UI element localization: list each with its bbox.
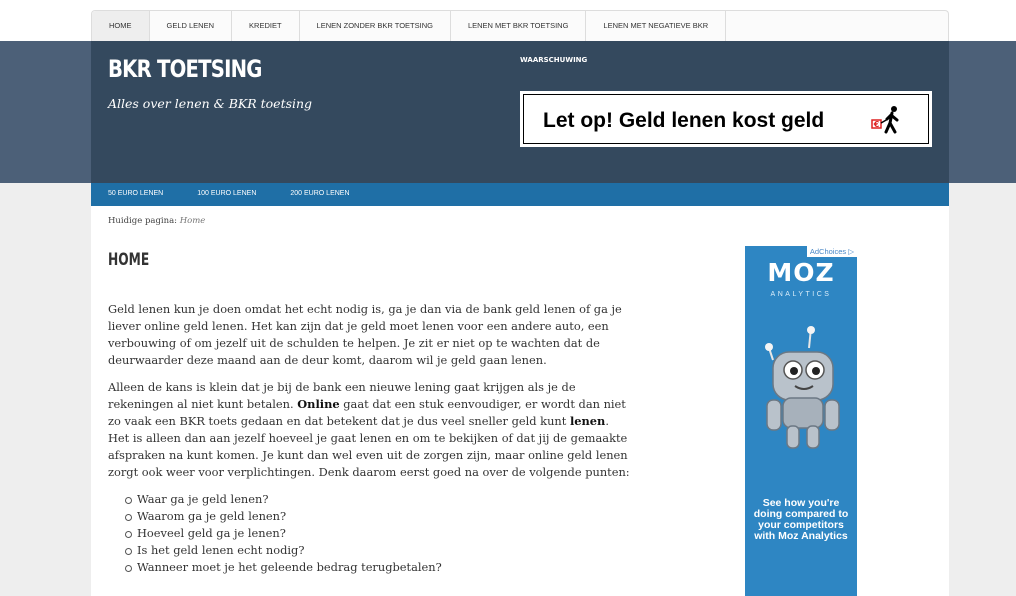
list-item: Is het geld lenen echt nodig? [123,542,633,559]
site-title[interactable]: BKR TOETSING [108,55,262,83]
article-body [108,301,633,576]
paragraph-intro: Geld lenen kun je doen omdat het echt nodig is, ga je dan via de bank geld lenen of ga je liever online geld lenen. Het kan zijn dat je geld moet lenen voor een andere auto, een verbouwing of om jezelf uit de schulden te helpen. Je zit er niet op te wachten dat de deurwaarder deze maand aan de deur komt, daarom wil je geld gaan lenen. [108,302,622,367]
subnav-item-200-euro[interactable]: 200 EURO LENEN [290,190,350,197]
list-item: Wanneer moet je het geleende bedrag terugbetalen? [123,559,633,576]
site-header [91,41,949,183]
widget-title: WAARSCHUWING [520,56,588,64]
moz-logo: MOZ [767,258,835,287]
questions-list [123,491,633,576]
robot-mascot-icon [759,326,847,456]
nav-item-home[interactable]: HOME [92,11,150,41]
nav-item-krediet[interactable]: KREDIET [232,11,300,41]
adchoices-label: AdChoices [809,247,847,256]
breadcrumb [108,216,205,226]
bold-online: Online [297,397,340,411]
moz-advertisement[interactable] [745,246,857,596]
page-title: HOME [108,250,150,270]
nav-item-lenen-negatieve-bkr[interactable]: LENEN MET NEGATIEVE BKR [586,11,726,41]
text-segment: Alleen de kans is klein dat je bij de bank een nieuwe lening gaat krijgen als je de rekeningen al niet kunt betalen. [108,380,576,411]
paragraph-online [108,379,633,481]
warning-text: Let op! Geld lenen kost geld [543,109,825,132]
content-area [91,206,949,596]
text-segment: gaat dat een stuk eenvoudiger, er wordt dan niet zo vaak een BKR toets gedaan en dat betekent dat je dus veel sneller geld kunt [108,397,626,428]
list-item: Waarom ga je geld lenen? [123,508,633,525]
adchoices-link[interactable]: AdChoices ▷ [807,246,857,257]
moz-logo-subtitle: ANALYTICS [770,291,832,298]
breadcrumb-prefix: Huidige pagina: [108,216,180,226]
subnav-item-50-euro[interactable]: 50 EURO LENEN [108,190,164,197]
svg-text:€: € [873,120,880,129]
top-navigation [91,10,949,41]
ad-copy: See how you're doing compared to your competitors with Moz Analytics [753,497,849,542]
nav-item-geld-lenen[interactable]: GELD LENEN [150,11,233,41]
nav-item-lenen-met-bkr[interactable]: LENEN MET BKR TOETSING [451,11,586,41]
subnav-item-100-euro[interactable]: 100 EURO LENEN [197,190,257,197]
text-segment: . Het is alleen dan aan jezelf hoeveel je gaat lenen en om te bekijken of dat jij de gemaakte afspraken na kunt komen. Je kunt dan wel even uit de zorgen zijn, maar online geld lenen zorgt ook weer voor verplichtingen. Denk daarom eerst goed na over de volgende punten: [108,414,630,479]
list-item: Hoeveel geld ga je lenen? [123,525,633,542]
warning-banner [520,91,932,147]
breadcrumb-home-link[interactable]: Home [179,216,206,226]
walking-man-euro-icon [870,105,908,135]
site-description: Alles over lenen & BKR toetsing [108,96,313,111]
sub-navigation [91,183,949,206]
nav-item-lenen-zonder-bkr[interactable]: LENEN ZONDER BKR TOETSING [300,11,451,41]
list-item: Waar ga je geld lenen? [123,491,633,508]
bold-lenen: lenen [569,414,606,428]
